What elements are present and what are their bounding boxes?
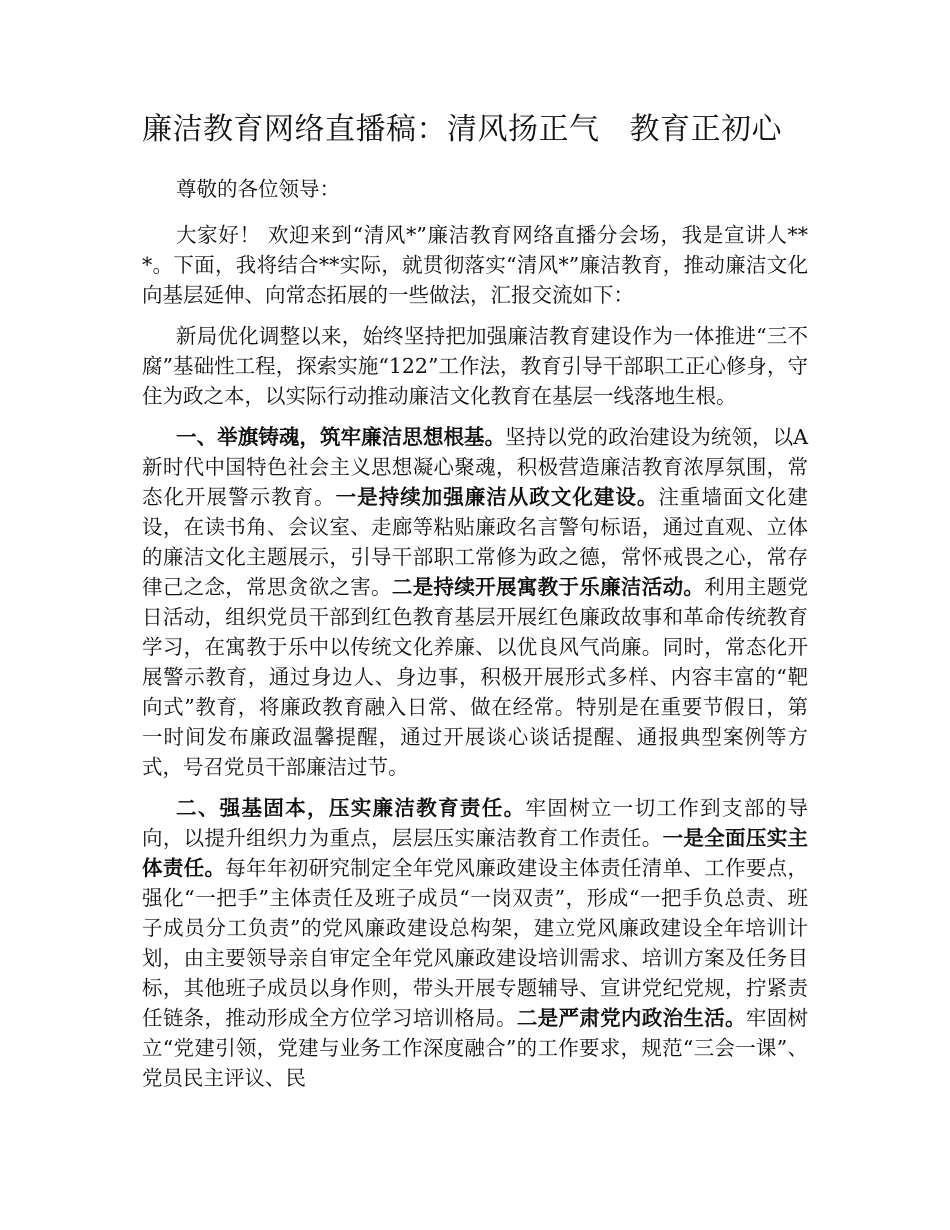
salutation: 尊敬的各位领导： xyxy=(176,177,340,201)
section-1-point-2: 二是持续开展寓教于乐廉洁活动。 xyxy=(391,575,705,599)
paragraph-intro: 新局优化调整以来，始终坚持把加强廉洁教育建设作为一体推进“三不腐”基础性工程，探索实施“122”工作法，教育引导干部职工正心修身，守住为政之本，以实际行动推动廉洁文化教育在基层一线落地生根。 xyxy=(142,324,808,408)
paragraph-section-1 xyxy=(142,422,808,782)
section-2-point-1: 一是全面压实主体责任。 xyxy=(142,826,809,880)
paragraph-greeting: 大家好！ 欢迎来到“清风*”廉洁教育网络直播分会场，我是宣讲人***。下面，我将结合**实际，就贯彻落实“清风*”廉洁教育，推动廉洁文化向基层延伸、向常态拓展的一些做法，汇报交流如下： xyxy=(142,223,808,307)
paragraph-section-2 xyxy=(142,793,808,1093)
document-title xyxy=(142,108,808,152)
section-2-text-3: 牢固树立“党建引领，党建与业务工作深度融合”的工作要求，规范“三会一课”、党员民主评议、民 xyxy=(142,1006,809,1090)
section-2-text-1: 牢固树立一切工作到支部的导向，以提升组织力为重点，层层压实廉洁教育工作责任。 xyxy=(142,796,809,850)
section-1-text-2: 注重墙面文化建设，在读书角、会议室、走廊等粘贴廉政名言警句标语，通过直观、立体的廉洁文化主题展示，引导干部职工常修为政之德，常怀戒畏之心，常存律己之念，常思贪欲之害。 xyxy=(142,485,809,599)
title-sub: 教育正初心 xyxy=(629,112,782,147)
section-1-heading: 一、举旗铸魂，筑牢廉洁思想根基。 xyxy=(176,425,506,449)
section-1-point-1: 一是持续加强廉洁从政文化建设。 xyxy=(335,485,659,509)
section-2-text-2: 每年年初研究制定全年党风廉政建设主体责任清单、工作要点，强化“一把手”主体责任及班子成员“一岗双责”，形成“一把手负总责、班子成员分工负责”的党风廉政建设总构架，建立党风廉政建设全年培训计划，由主要领导亲自审定全年党风廉政建设培训需求、培训方案及任务目标，其他班子成员以身作则，带头开展专题辅导、宣讲党纪党规，拧紧责任链条，推动形成全方位学习培训格局。 xyxy=(142,856,809,1030)
section-1-text-3: 利用主题党日活动，组织党员干部到红色教育基层开展红色廉政故事和革命传统教育学习，在寓教于乐中以传统文化养廉、以优良风气尚廉。同时，常态化开展警示教育，通过身边人、身边事，积极开展形式多样、内容丰富的“靶向式”教育，将廉政教育融入日常、做在经常。特别是在重要节假日，第一时间发布廉政温馨提醒，通过开展谈心谈话提醒、通报典型案例等方式，号召党员干部廉洁过节。 xyxy=(142,575,809,779)
section-2-heading: 二、强基固本，压实廉洁教育责任。 xyxy=(176,796,526,820)
section-2-point-2: 二是严肃党内政治生活。 xyxy=(516,1006,746,1030)
document-page xyxy=(142,108,808,1104)
title-main: 廉洁教育网络直播稿：清风扬正气 xyxy=(142,112,600,147)
section-1-text-1: 坚持以党的政治建设为统领，以A新时代中国特色社会主义思想凝心聚魂，积极营造廉洁教育浓厚氛围，常态化开展警示教育。 xyxy=(142,425,808,509)
